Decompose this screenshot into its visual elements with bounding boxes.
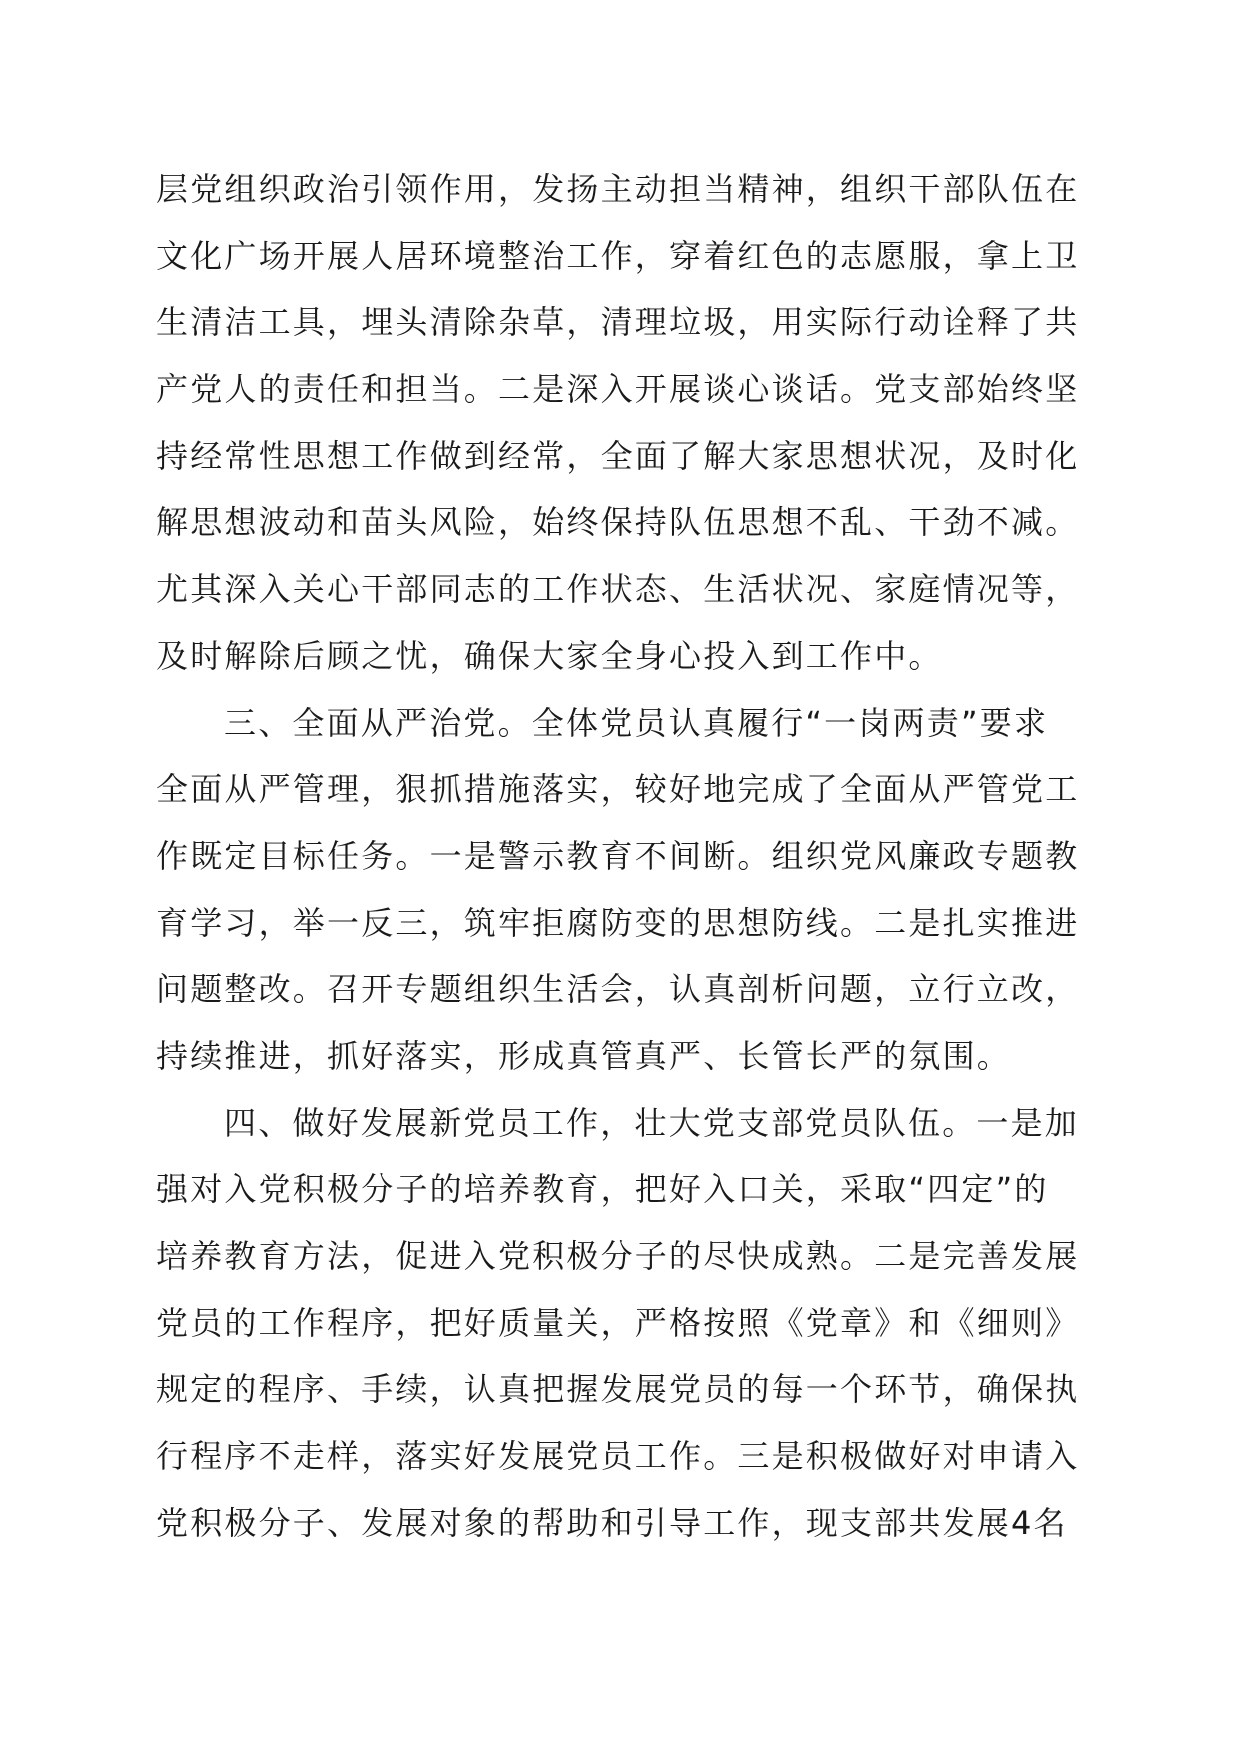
- text-line: 持经常性思想工作做到经常，全面了解大家思想状况，及时化: [156, 436, 1080, 475]
- text-line: 解思想波动和苗头风险，始终保持队伍思想不乱、干劲不减。: [156, 503, 1080, 542]
- text-line: 规定的程序、手续，认真把握发展党员的每一个环节，确保执: [156, 1370, 1080, 1409]
- text-line: 党员的工作程序，把好质量关，严格按照《党章》和《细则》: [156, 1303, 1080, 1342]
- paragraph-start-line: 三、全面从严治党。全体党员认真履行“一岗两责”要求: [224, 703, 1049, 742]
- text-line: 文化广场开展人居环境整治工作，穿着红色的志愿服，拿上卫: [156, 236, 1080, 275]
- text-line: 尤其深入关心干部同志的工作状态、生活状况、家庭情况等，: [156, 570, 1080, 609]
- text-line: 全面从严管理，狠抓措施落实，较好地完成了全面从严管党工: [156, 770, 1080, 809]
- text-line: 培养教育方法，促进入党积极分子的尽快成熟。二是完善发展: [156, 1237, 1080, 1275]
- text-line: 产党人的责任和担当。二是深入开展谈心谈话。党支部始终坚: [156, 370, 1080, 409]
- body-text: [156, 156, 1084, 1556]
- paragraph-start-line: 四、做好发展新党员工作，壮大党支部党员队伍。一是加: [224, 1103, 1080, 1142]
- text-line: 党积极分子、发展对象的帮助和引导工作，现支部共发展4名: [156, 1503, 1068, 1542]
- text-line: 层党组织政治引领作用，发扬主动担当精神，组织干部队伍在: [156, 170, 1080, 208]
- text-line: 育学习，举一反三，筑牢拒腐防变的思想防线。二是扎实推进: [156, 903, 1080, 942]
- text-line: 作既定目标任务。一是警示教育不间断。组织党风廉政专题教: [156, 836, 1080, 875]
- text-line: 及时解除后顾之忧，确保大家全身心投入到工作中。: [156, 636, 943, 675]
- text-line: 强对入党积极分子的培养教育，把好入口关，采取“四定”的: [156, 1170, 1049, 1209]
- text-line: 生清洁工具，埋头清除杂草，清理垃圾，用实际行动诠释了共: [156, 303, 1080, 342]
- text-line: 问题整改。召开专题组织生活会，认真剖析问题，立行立改，: [156, 970, 1080, 1009]
- text-line: 行程序不走样，落实好发展党员工作。三是积极做好对申请入: [156, 1437, 1080, 1476]
- text-line: 持续推进，抓好落实，形成真管真严、长管长严的氛围。: [156, 1036, 1012, 1075]
